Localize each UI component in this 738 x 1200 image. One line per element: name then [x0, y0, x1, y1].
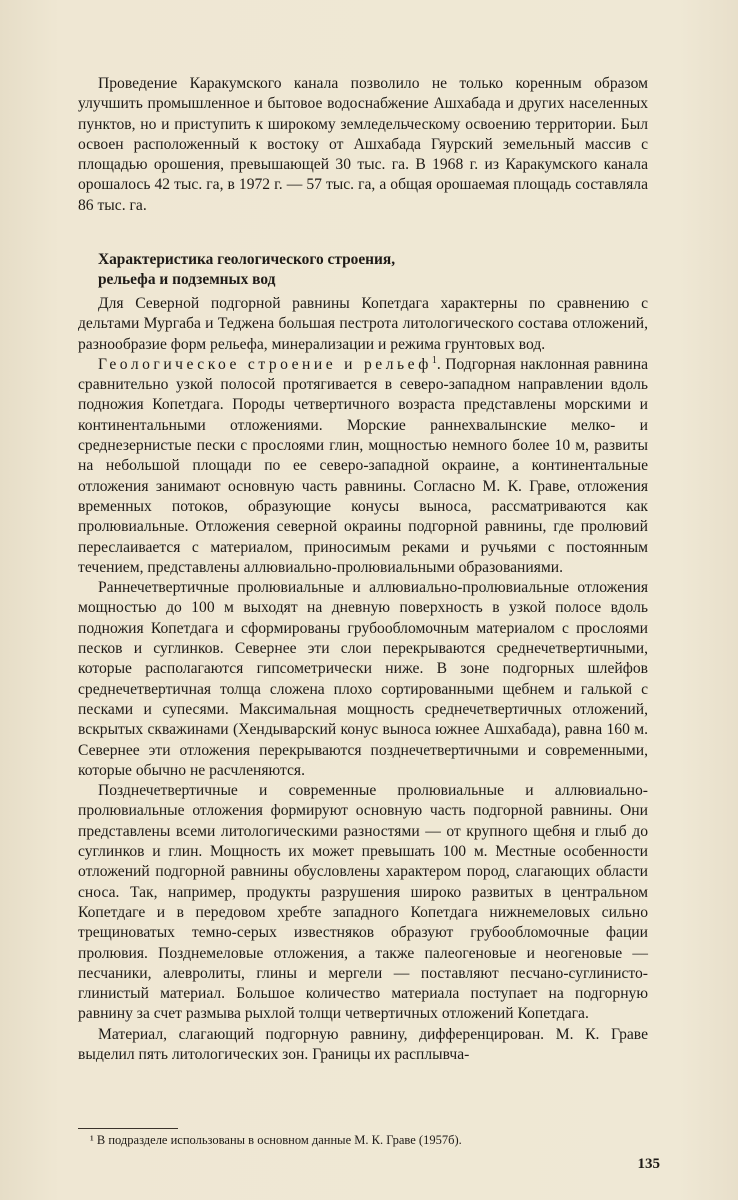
footnote: [90, 1132, 650, 1148]
intro-paragraph: Проведение Каракумского канала позволило не только коренным образом улучшить промышленное и бытовое водоснабжение Ашхабада и других населенных пунктов, но и приступить к широкому земледельческому освоению территории. Был освоен расположенный к востоку от Ашхабада Гяурский земельный массив с площадью орошения, превышающей 30 тыс. га. В 1968 г. из Каракумского канала орошалось 42 тыс. га, в 1972 г. — 57 тыс. га, а общая орошаемая площадь составляла 86 тыс. га.: [78, 75, 648, 214]
paragraph-4: Позднечетвертичные и современные пролювиальные и аллювиально-пролювиальные отложения формируют основную часть подгорной равнины. Они представлены всеми литологическими разностями — от крупного щебня и глыб до суглинков и глин. Мощность их может превышать 100 м. Местные особенности отложений подгорной равнины обусловлены характером пород, слагающих области сноса. Так, например, продукты разрушения широко развитых в центральном Копетдаге и в передовом хребте западного Копетдага нижнемеловых сильно трещиноватых темно-серых известняков образуют грубообломочные фации пролювия. Позднемеловые отложения, а также палеогеновые и неогеновые — песчаники, алевролиты, глины и мергели — поставляют песчано-суглинисто-глинистый материал. Большое количество материала поступает на подгорную равнину за счет размыва рыхлой толщи четвертичных отложений Копетдага.: [78, 782, 648, 1023]
page-number: 135: [637, 1156, 660, 1172]
footnote-text: В подразделе использованы в основном данные М. К. Граве (1957б).: [96, 1133, 462, 1147]
footnote-ref: 1: [431, 354, 437, 366]
footnote-mark: ¹: [90, 1133, 94, 1147]
section-heading-line-2: рельефа и подземных вод: [98, 271, 276, 288]
paragraph-5: Материал, слагающий подгорную равнину, дифференцирован. М. К. Граве выделил пять литологических зон. Границы их расплывча-: [78, 1025, 648, 1063]
paragraph-2-text: . Подгорная наклонная равнина сравнительно узкой полосой протягивается в северо-западном направлении вдоль подножия Копетдага. Породы четвертичного возраста представлены морскими и континентальными отложениями. Морские раннехвалынские мелко- и среднезернистые пески с прослоями глин, мощностью немного более 10 м, развиты на небольшой площади по ее северо-западной окраине, а континентальные отложения занимают основную часть равнины. Согласно М. К. Граве, отложения временных потоков, образующие конусы выноса, рассматриваются как пролювиальные. Отложения северной окраины подгорной равнины, где пролювий переслаивается с материалом, приносимым реками и ручьями с постоянным течением, представлены аллювиально-пролювиальными образованиями.: [78, 355, 648, 576]
spaced-subheading: Геологическое строение и рельеф: [98, 355, 432, 373]
paragraph-3: Раннечетвертичные пролювиальные и аллювиально-пролювиальные отложения мощностью до 100 м выходят на дневную поверхность в узкой полосе вдоль подножия Копетдага и сформированы грубообломочным материалом с прослоями песков и суглинков. Севернее эти слои перекрываются среднечетвертичными, которые располагаются гипсометрически ниже. В зоне подгорных шлейфов среднечетвертичная толща сложена плохо сортированными щебнем и галькой с песками и супесями. Максимальная мощность среднечетвертичных отложений, вскрытых скважинами (Хендыварский конус выноса южнее Ашхабада), равна 160 м. Севернее эти отложения перекрываются позднечетвертичными и современными, которые обычно не расчленяются.: [78, 579, 648, 779]
paragraph-2: [78, 355, 648, 578]
section-heading: [98, 250, 618, 290]
footnote-divider: [78, 1128, 178, 1129]
intro-section: [78, 74, 648, 216]
paragraph-1: Для Северной подгорной равнины Копетдага характерны по сравнению с дельтами Мургаба и Теджена большая пестрота литологического состава отложений, разнообразие форм рельефа, минерализации и режима грунтовых вод.: [78, 295, 648, 353]
section-heading-line-1: Характеристика геологического строения,: [98, 251, 396, 268]
section-body: [78, 294, 648, 1065]
